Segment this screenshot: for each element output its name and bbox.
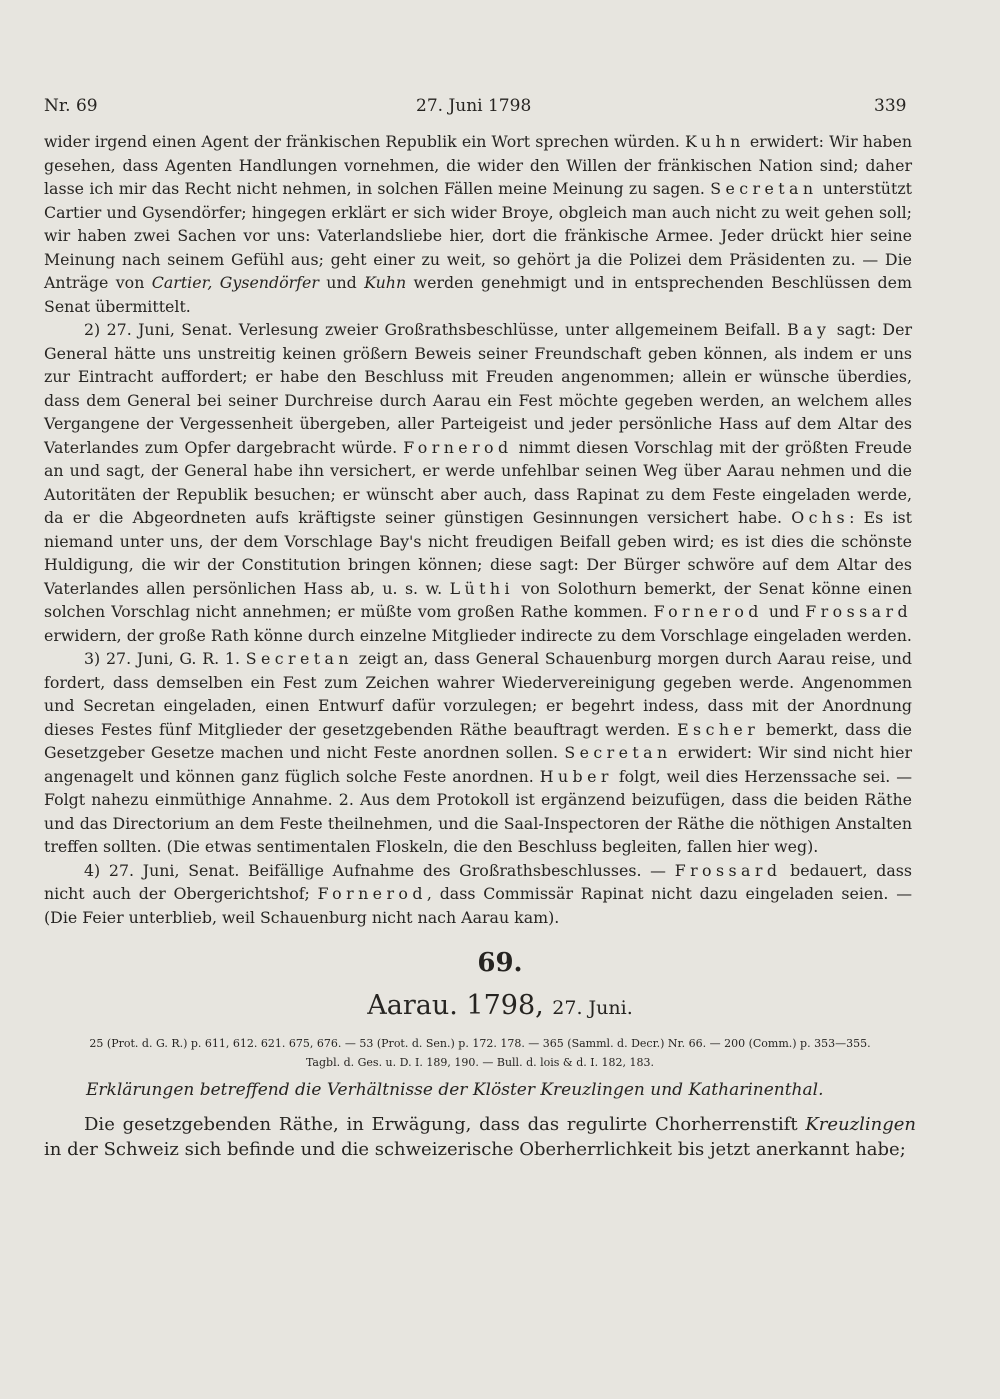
speaker-name: Secretan	[564, 743, 672, 762]
text-run: von Solothurn bemerkt, der Senat könne einen solchen Vorschlag nicht annehmen; er müßte vom großen Rathe kommen.	[44, 578, 912, 621]
section-number: 69.	[477, 948, 523, 978]
text-run: sagt: Der General hätte uns unstreitig keinen größern Beweis seiner Freundschaft geben können, als indem er uns zur Eintracht auffordert; er habe den Beschluss mit Freuden angenommen; allein er wünsche überdies, dass dem General bei seiner Durchreise durch Aarau ein Fest möchte gegeben werden, an welchem alles Vergangene der Vergessenheit übergeben, aller Parteigeist und jeder persönliche Hass auf dem Altar des Vaterlandes zum Opfer dargebracht würde.	[44, 320, 912, 457]
paragraph-3	[44, 647, 912, 859]
text-run: erwidert: Wir sind nicht hier angenagelt und können ganz füglich solche Feste anordnen.	[44, 743, 912, 786]
speaker-name: Ochs	[791, 508, 850, 527]
text-run: bemerkt, dass die Gesetzgeber Gesetze machen und nicht Feste anordnen sollen.	[44, 719, 912, 762]
speaker-name: Secretan	[710, 179, 818, 198]
section-date: 27. Juni.	[552, 997, 633, 1019]
italic-place: Kreuzlingen	[805, 1114, 916, 1135]
text-run: und	[318, 273, 365, 292]
speaker-name: Frossard	[805, 602, 912, 621]
section-year: 1798,	[466, 990, 544, 1021]
speaker-name: Frossard	[674, 860, 782, 880]
italic-names: Cartier, Gysendörfer	[151, 273, 319, 292]
header-number: Nr. 69	[44, 96, 98, 116]
text-run: unterstützt Cartier und Gysendörfer; hingegen erklärt er sich wider Broye, obgleich man auch nicht zu weit gehen soll; wir haben zwei Sachen vor uns: Vaterlandsliebe hier, dort die fränkische Armee. Jeder drückt hier seine Meinung nach seinem Gefühl aus; geht einer zu weit, so gehört ja die Polizei dem Präsidenten zu. — Die Anträge von	[44, 179, 913, 292]
text-run: in der Schweiz sich befinde und die schweizerische Oberherrlichkeit bis jetzt anerkannt habe;	[44, 1139, 906, 1160]
body-text	[44, 130, 912, 929]
text-run: bedauert, dass nicht auch der Obergerichtshof;	[44, 860, 912, 903]
speaker-name: Escher	[677, 719, 760, 739]
section-title	[0, 990, 1000, 1021]
reference-line: 25 (Prot. d. G. R.) p. 611, 612. 621. 675, 676. — 53 (Prot. d. Sen.) p. 172. 178. — 365 (Samml. d. Decr.) Nr. 66. — 200 (Comm.) p. 353—355.	[89, 1037, 871, 1050]
page-number: 339	[874, 96, 907, 116]
speaker-name: Fornerod	[317, 884, 427, 903]
text-run: wider irgend einen Agent der fränkischen Republik ein Wort sprechen würden.	[44, 132, 686, 151]
reference-line: Tagbl. d. Ges. u. D. I. 189, 190. — Bull. d. lois & d. I. 182, 183.	[305, 1056, 655, 1069]
section-place: Aarau.	[367, 990, 458, 1021]
text-run: 2) 27. Juni, Senat. Verlesung zweier Großrathsbeschlüsse, unter allgemeinem Beifall.	[84, 320, 788, 339]
source-references	[40, 1034, 920, 1072]
paragraph-1	[44, 130, 912, 318]
speaker-name: Lüthi	[449, 578, 514, 598]
text-run: , dass Commissär Rapinat nicht dazu eingeladen seien. — (Die Feier unterblieb, weil Schauenburg nicht nach Aarau kam).	[44, 884, 912, 927]
text-run: werden genehmigt und in entsprechenden Beschlüssen dem Senat übermittelt.	[44, 273, 912, 316]
speaker-name: Secretan	[245, 649, 353, 668]
text-run: erwidert: Wir haben gesehen, dass Agenten Handlungen vornehmen, die wider den Willen der fränkischen Nation sind; daher lasse ich mir das Recht nicht nehmen, in solchen Fällen meine Meinung zu sagen.	[44, 132, 912, 198]
speaker-name: Bay	[787, 320, 831, 339]
italic-names: Kuhn	[364, 273, 407, 292]
closing-paragraph	[44, 1112, 916, 1162]
paragraph-4	[44, 859, 912, 930]
speaker-name: Fornerod	[403, 437, 513, 457]
text-run: erwidern, der große Rath könne durch einzelne Mitglieder indirecte zu dem Vorschlage eingeladen werden.	[44, 625, 912, 645]
text-run: nimmt diesen Vorschlag mit der größten Freude an und sagt, der General habe ihn versichert, er werde unfehlbar seinen Weg über Aarau nehmen und die Autoritäten der Republik besuchen; er wünscht aber auch, dass Rapinat zu dem Feste eingeladen werde, da er die Abgeordneten aufs kräftigste seiner günstigen Gesinnungen versichert habe.	[44, 437, 912, 527]
text-run: und	[762, 602, 806, 621]
section-subtitle: Erklärungen betreffend die Verhältnisse der Klöster Kreuzlingen und Katharinenthal.	[86, 1080, 824, 1100]
text-run: 3) 27. Juni, G. R. 1.	[84, 649, 246, 668]
speaker-name: Huber	[539, 766, 613, 786]
speaker-name: Fornerod	[653, 602, 763, 621]
speaker-name: Kuhn	[685, 132, 745, 151]
text-run: : Es ist niemand unter uns, der dem Vorschlage Bay's nicht freudigen Beifall geben wird; es ist dies die schönste Huldigung, die wir der Constitution bringen können; diese sagt: Der Bürger schwöre auf dem Altar des Vaterlandes allen persönlichen Hass ab, u. s. w.	[44, 508, 912, 598]
text-run: 4) 27. Juni, Senat. Beifällige Aufnahme des Großrathsbeschlusses. —	[84, 860, 675, 880]
text-run: Die gesetzgebenden Räthe, in Erwägung, dass das regulirte Chorherrenstift	[84, 1114, 806, 1135]
paragraph-2	[44, 318, 912, 647]
text-run: folgt, weil dies Herzenssache sei. — Folgt nahezu einmüthige Annahme. 2. Aus dem Protokoll ist ergänzend beizufügen, dass die beiden Räthe und das Directorium an dem Feste theilnehmen, und die Saal-Inspectoren der Räthe die nöthigen Anstalten treffen sollten. (Die etwas sentimentalen Floskeln, die den Beschluss begleiten, fallen hier weg).	[44, 766, 912, 856]
header-date: 27. Juni 1798	[416, 96, 532, 116]
text-run: zeigt an, dass General Schauenburg morgen durch Aarau reise, und fordert, dass demselben ein Fest zum Zeichen wahrer Wiedervereinigung gegeben werde. Angenommen und Secretan eingeladen, einen Entwurf dafür vorzulegen; er begehrt indess, dass mit der Anordnung dieses Festes fünf Mitglieder der gesetzgebenden Räthe beauftragt werden.	[44, 649, 912, 739]
